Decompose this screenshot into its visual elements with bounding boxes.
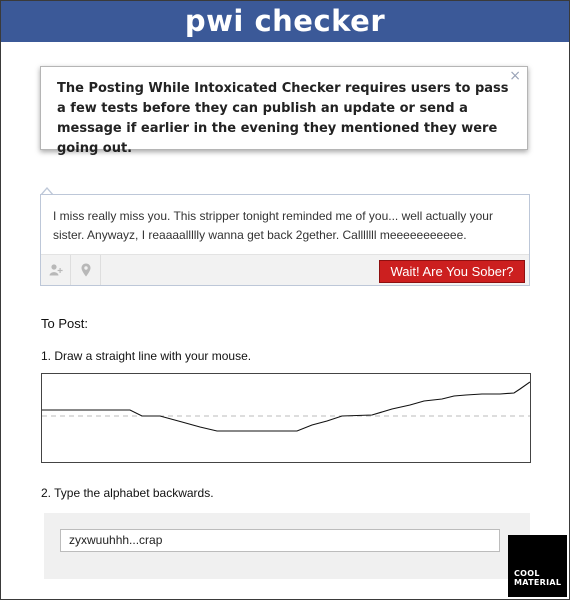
location-pin-icon[interactable] bbox=[71, 255, 101, 285]
app-title: pwi checker bbox=[184, 4, 386, 38]
are-you-sober-button[interactable]: Wait! Are You Sober? bbox=[379, 260, 525, 283]
close-icon[interactable]: × bbox=[509, 68, 521, 84]
answer-panel bbox=[44, 513, 530, 579]
drawing-canvas[interactable] bbox=[41, 373, 531, 463]
tests-heading: To Post: bbox=[41, 316, 88, 331]
app-header bbox=[1, 1, 569, 42]
composer-toolbar bbox=[41, 254, 529, 285]
composer-message[interactable]: I miss really miss you. This stripper tonight reminded me of you... well actually your sister. Anywayz, I reaaaallllly wanna get back 2gether. Calllllll meeeeeeeeeee. bbox=[53, 209, 493, 242]
drawn-line bbox=[42, 382, 530, 431]
logo-line1: COOL bbox=[514, 569, 540, 578]
step1-label: 1. Draw a straight line with your mouse. bbox=[41, 349, 252, 363]
logo-line2: MATERIAL bbox=[514, 578, 562, 587]
info-popup bbox=[40, 66, 528, 156]
status-composer[interactable] bbox=[40, 194, 530, 286]
popup-description: The Posting While Intoxicated Checker requires users to pass a few tests before they can publish an update or send a message if earlier in the evening they mentioned they were going out. bbox=[57, 81, 509, 156]
cool-material-logo bbox=[508, 535, 567, 597]
alphabet-backwards-input[interactable]: zyxwuuhhh...crap bbox=[60, 529, 500, 552]
add-friend-icon[interactable] bbox=[41, 255, 71, 285]
step2-label: 2. Type the alphabet backwards. bbox=[41, 486, 214, 500]
